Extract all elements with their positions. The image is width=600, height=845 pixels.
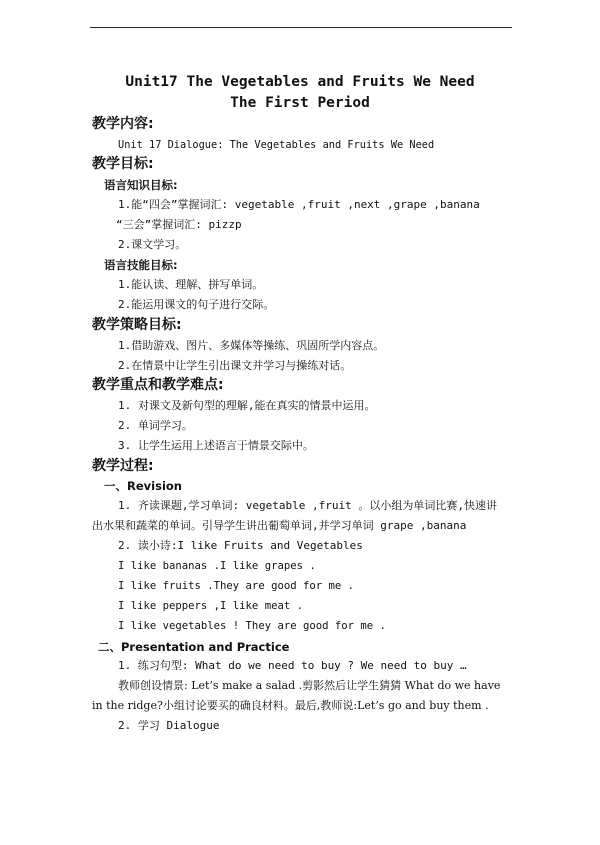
presentation-item-3: 2. 学习 Dialogue	[118, 719, 220, 732]
presentation-item-2a: 教师创设情景: Let’s make a salad .剪影然后让学生猜猜 What do we have	[118, 679, 501, 692]
poem-line-2: I like fruits .They are good for me .	[118, 580, 354, 592]
lang-skill-heading: 语言技能目标:	[104, 258, 178, 272]
poem-line-3: I like peppers ,I like meat .	[118, 600, 303, 612]
key-item-2: 2. 单词学习。	[118, 419, 193, 432]
ls-item-1: 1.能认读、理解、拼写单词。	[118, 278, 264, 291]
document-title: Unit17 The Vegetables and Fruits We Need	[125, 74, 475, 90]
lk-item-2: “三会”掌握词汇: pizzp	[116, 218, 242, 231]
st-item-2: 2.在情景中让学生引出课文并学习与操练对话。	[118, 359, 352, 372]
revision-item-1b: 出水果和蔬菜的单词。引导学生讲出葡萄单词,并学习单词 grape ,banana	[92, 519, 467, 532]
revision-item-2: 2. 读小诗:I like Fruits and Vegetables	[118, 539, 363, 552]
poem-line-4: I like vegetables ! They are good for me .	[118, 620, 386, 632]
key-points-heading: 教学重点和教学难点:	[92, 377, 224, 393]
content-heading: 教学内容:	[92, 116, 154, 132]
st-item-1: 1.借助游戏、图片、多媒体等操练、巩固所学内容点。	[118, 339, 385, 352]
ls-item-2: 2.能运用课文的句子进行交际。	[118, 298, 275, 311]
key-item-1: 1. 对课文及新句型的理解,能在真实的情景中运用。	[118, 399, 376, 412]
strategy-heading: 教学策略目标:	[92, 317, 182, 333]
revision-heading: 一、Revision	[104, 479, 182, 493]
lang-knowledge-heading: 语言知识目标:	[104, 178, 178, 192]
header-rule	[90, 27, 512, 28]
presentation-item-2b: in the ridge?小组讨论要买的确良材料。最后,教师说:Let’s go and buy them .	[92, 699, 489, 712]
presentation-item-1: 1. 练习句型: What do we need to buy ? We need to buy …	[118, 659, 467, 672]
document-subtitle: The First Period	[230, 95, 370, 111]
presentation-heading: 二、Presentation and Practice	[98, 640, 290, 654]
goals-heading: 教学目标:	[92, 156, 154, 172]
lk-item-3: 2.课文学习。	[118, 238, 187, 251]
key-item-3: 3. 让学生运用上述语言于情景交际中。	[118, 439, 314, 452]
process-heading: 教学过程:	[92, 458, 154, 474]
lk-item-1: 1.能“四会”掌握词汇: vegetable ,fruit ,next ,grape ,banana	[118, 198, 480, 211]
content-text: Unit 17 Dialogue: The Vegetables and Fruits We Need	[118, 139, 435, 151]
revision-item-1a: 1. 齐读课题,学习单词: vegetable ,fruit 。以小组为单词比赛,快速讲	[118, 499, 497, 512]
poem-line-1: I like bananas .I like grapes .	[118, 560, 316, 572]
